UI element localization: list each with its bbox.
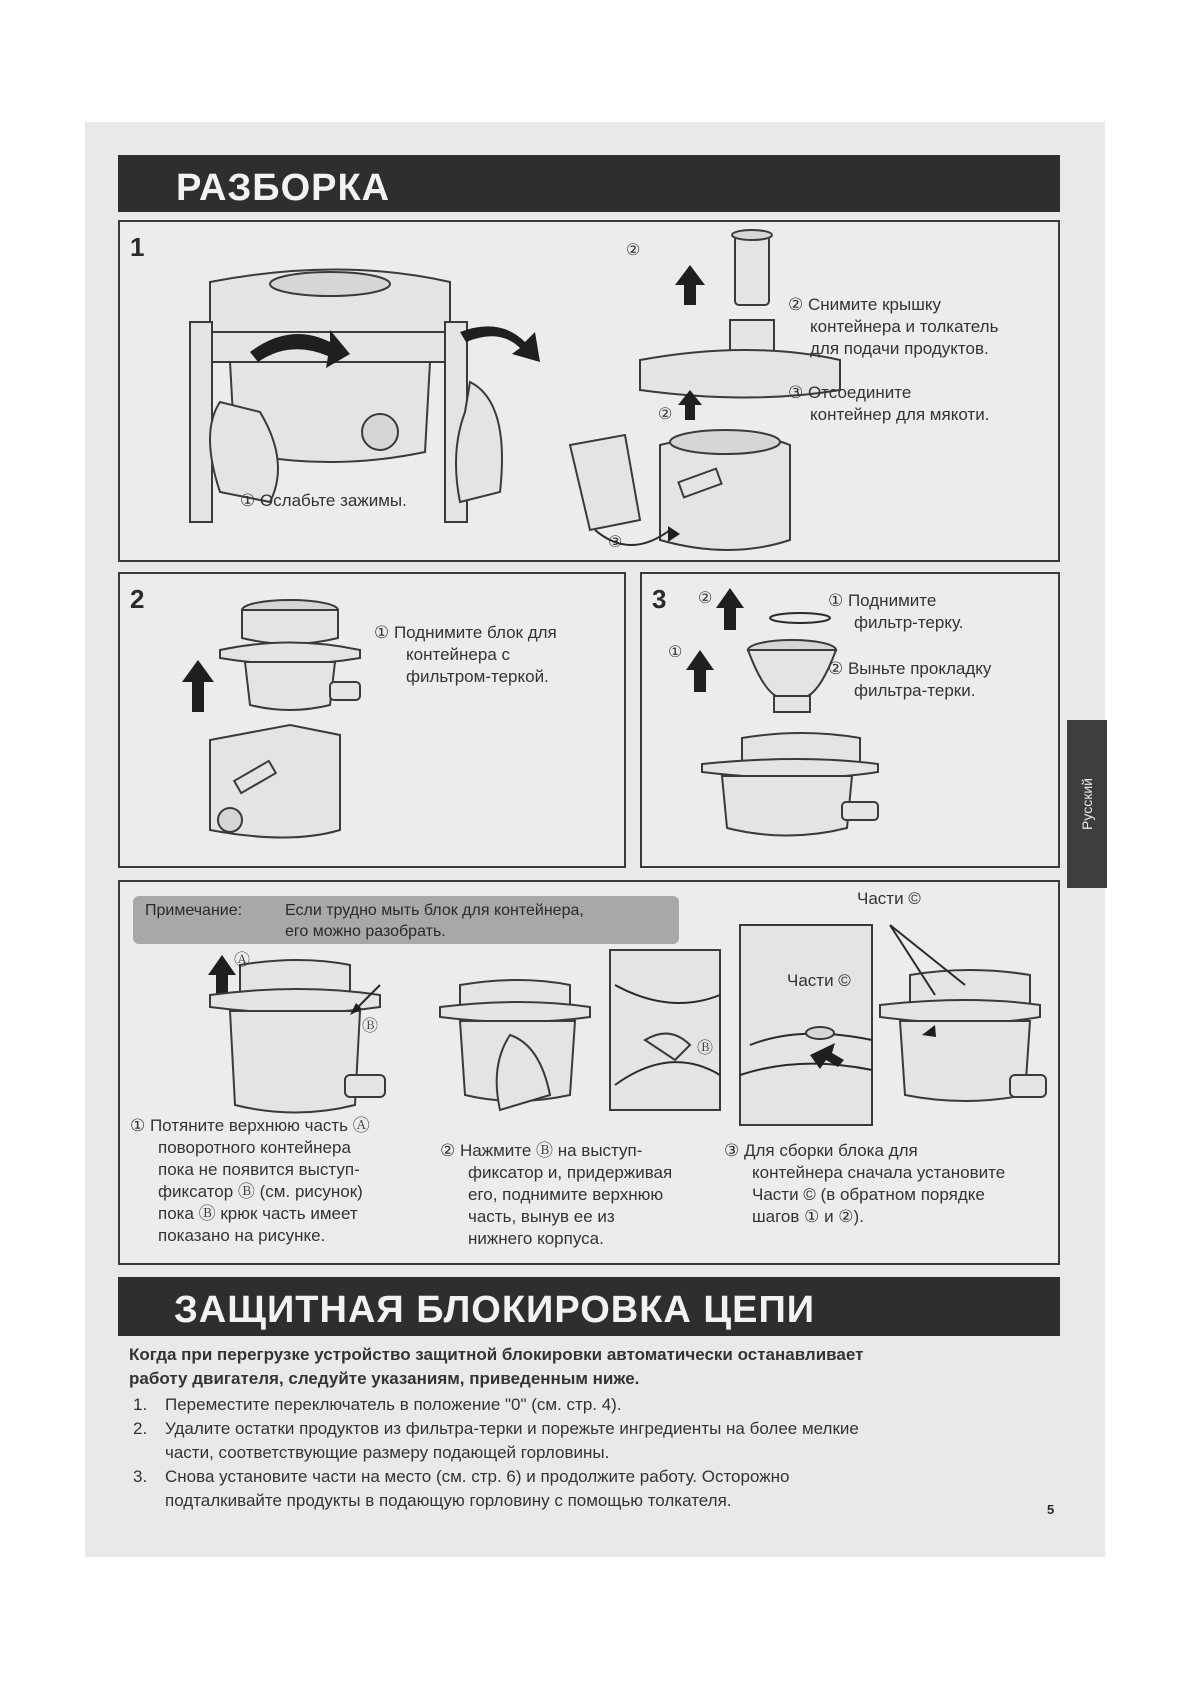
note-item-2-line-1: ② Нажмите Ⓑ на выступ-	[440, 1141, 643, 1160]
safety-item-2-line-1: Удалите остатки продуктов из фильтра-терки и порежьте ингредиенты на более мелкие	[165, 1419, 859, 1438]
note-item-2-line-4: часть, вынув ее из	[468, 1207, 615, 1226]
step-2-caption-line-3: фильтром-теркой.	[406, 667, 549, 686]
step-1-callout-c: ③	[608, 534, 623, 551]
safety-item-3-number: 3.	[133, 1467, 148, 1486]
section-title-disassembly: РАЗБОРКА	[118, 155, 1060, 212]
note-illustration-3	[740, 925, 1040, 1125]
note-item-1-line-1: ① Потяните верхнюю часть Ⓐ	[130, 1116, 370, 1135]
step-3-caption-gasket-line-2: фильтра-терки.	[854, 681, 976, 700]
safety-item-1-number: 1.	[133, 1395, 148, 1414]
step-1-number: 1	[130, 232, 145, 262]
language-side-tab-label: Русский	[1079, 778, 1095, 830]
step-2-caption-line-2: контейнера с	[406, 645, 510, 664]
step-3-panel	[640, 572, 1060, 868]
step-1-caption-lid-line-3: для подачи продуктов.	[810, 339, 989, 358]
note-item-1-line-4: фиксатор Ⓑ (см. рисунок)	[158, 1182, 363, 1201]
note-item-1-line-6: показано на рисунке.	[158, 1226, 326, 1245]
note-parts-label-inner: Части ©	[787, 971, 851, 990]
note-callout-b2: Ⓑ	[697, 1040, 714, 1057]
step-1-caption-loosen: ① Ослабьте зажимы.	[240, 491, 407, 510]
note-line-1: Если трудно мыть блок для контейнера,	[285, 902, 584, 919]
note-item-2-line-3: его, поднимите верхнюю	[468, 1185, 664, 1204]
step-2-panel	[118, 572, 626, 868]
note-body	[285, 900, 584, 942]
note-item-1-line-3: пока не появится выступ-	[158, 1160, 360, 1179]
note-item-3-line-1: ③ Для сборки блока для	[724, 1141, 918, 1160]
note-item-3-line-2: контейнера сначала установите	[752, 1163, 1006, 1182]
step-3-caption-gasket	[828, 658, 991, 702]
language-side-tab	[1067, 720, 1107, 888]
safety-item-2-number: 2.	[133, 1419, 148, 1438]
step-3-caption-lift-line-1: ① Поднимите	[828, 591, 937, 610]
safety-intro-line-1: Когда при перегрузке устройство защитной блокировки автоматически останавливает	[129, 1345, 864, 1364]
note-item-1	[130, 1115, 370, 1247]
note-parts-label: Части ©	[857, 889, 921, 908]
note-item-2-line-5: нижнего корпуса.	[468, 1229, 604, 1248]
safety-instructions	[129, 1343, 1049, 1513]
note-banner	[133, 896, 679, 944]
step-1-juicer-illustration	[180, 262, 560, 522]
step-3-callout-b: ①	[668, 644, 683, 661]
safety-item-3	[129, 1465, 1049, 1513]
step-1-caption-lid-line-1: ② Снимите крышку	[788, 295, 941, 314]
safety-item-2	[129, 1417, 1049, 1465]
safety-item-3-line-1: Снова установите части на место (см. стр. 6) и продолжите работу. Осторожно	[165, 1467, 790, 1486]
note-item-1-line-2: поворотного контейнера	[158, 1138, 351, 1157]
safety-intro	[129, 1343, 1049, 1391]
note-line-2: его можно разобрать.	[285, 923, 446, 940]
note-item-2-line-2: фиксатор и, придерживая	[468, 1163, 673, 1182]
step-2-illustration	[190, 590, 370, 860]
step-1-caption-pulp-line-1: ③ Отсоедините	[788, 383, 912, 402]
note-item-3	[724, 1140, 1005, 1228]
note-item-3-line-4: шагов ① и ②).	[752, 1207, 864, 1226]
step-1-callout-a: ②	[626, 242, 641, 259]
page-number: 5	[1047, 1502, 1055, 1517]
step-2-caption-line-1: ① Поднимите блок для	[374, 623, 557, 642]
step-1-caption-lid	[788, 294, 998, 360]
step-1-caption-pulp	[788, 382, 989, 426]
step-3-callout-a: ②	[698, 590, 713, 607]
step-1-callout-b: ②	[658, 406, 673, 423]
step-2-caption	[374, 622, 557, 688]
safety-item-1	[129, 1393, 1049, 1417]
section-title-safety-lock: ЗАЩИТНАЯ БЛОКИРОВКА ЦЕПИ	[118, 1277, 1060, 1336]
safety-intro-line-2: работу двигателя, следуйте указаниям, приведенным ниже.	[129, 1369, 640, 1388]
safety-item-3-line-2: подталкивайте продукты в подающую горловину с помощью толкателя.	[165, 1491, 732, 1510]
note-item-2	[440, 1140, 672, 1250]
note-callout-a: Ⓐ	[234, 952, 251, 969]
safety-item-2-line-2: части, соответствующие размеру подающей горловины.	[165, 1443, 610, 1462]
step-3-caption-lift-line-2: фильтр-терку.	[854, 613, 964, 632]
step-1-caption-pulp-line-2: контейнер для мякоти.	[810, 405, 990, 424]
step-1-caption-lid-line-2: контейнера и толкатель	[810, 317, 999, 336]
step-3-caption-lift	[828, 590, 964, 634]
step-3-number: 3	[652, 584, 667, 614]
note-callout-b1: Ⓑ	[362, 1018, 379, 1035]
note-label: Примечание:	[145, 902, 243, 919]
note-illustration-2	[440, 945, 720, 1115]
note-item-3-line-3: Части © (в обратном порядке	[752, 1185, 985, 1204]
note-item-1-line-5: пока Ⓑ крюк часть имеет	[158, 1204, 358, 1223]
step-3-caption-gasket-line-1: ② Выньте прокладку	[828, 659, 992, 678]
safety-item-1-line-1: Переместите переключатель в положение "0" (см. стр. 4).	[165, 1395, 622, 1414]
step-2-number: 2	[130, 584, 145, 614]
step-1-panel	[118, 220, 1060, 562]
